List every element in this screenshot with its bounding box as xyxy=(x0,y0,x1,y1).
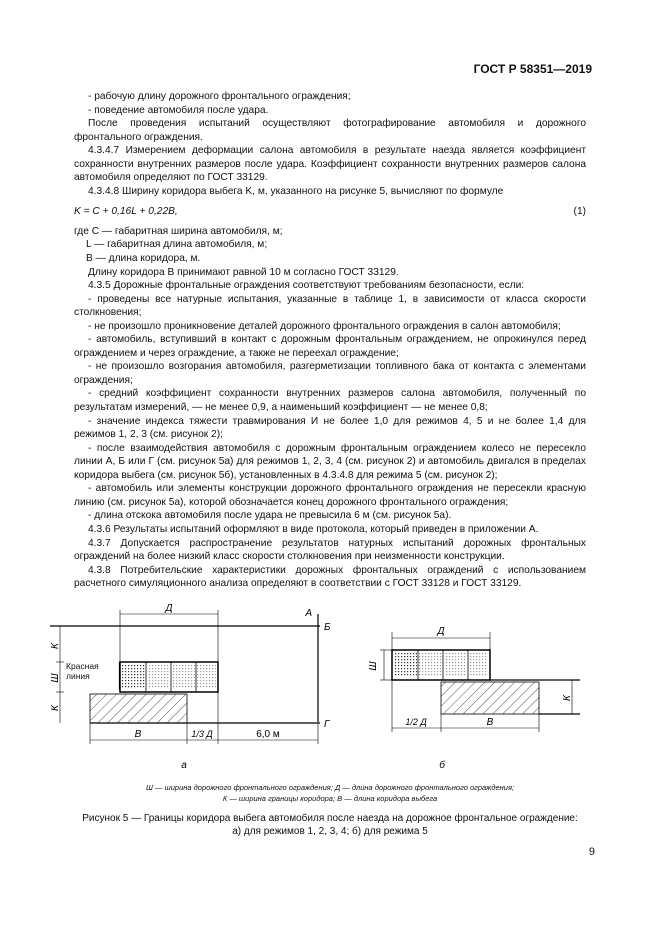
barrier-cell xyxy=(394,653,417,677)
label-Sh-a: Ш xyxy=(50,673,61,683)
paragraph: - поведение автомобиля после удара. xyxy=(88,104,269,116)
label-A: А xyxy=(305,608,312,619)
paragraph: 4.3.8 Потребительские характеристики дорожных фронтальных ограждений с использованием расчетного симуляционного анализа определяют в соответствии с ГОСТ 33128 и ГОСТ 33129. xyxy=(74,564,586,590)
label-B-line: Б xyxy=(324,622,331,633)
document-header: ГОСТ Р 58351—2019 xyxy=(473,62,592,76)
definition: B — длина коридора, м. xyxy=(86,253,201,265)
formula xyxy=(74,205,586,219)
caption-subtitle: а) для режимов 1, 2, 3, 4; б) для режима 5 xyxy=(232,826,428,837)
paragraph: 4.3.6 Результаты испытаний оформляют в виде протокола, который приведен в приложении А. xyxy=(88,523,539,535)
diagram-a xyxy=(50,603,331,771)
paragraph: 4.3.5 Дорожные фронтальные ограждения соответствуют требованиям безопасности, если: xyxy=(88,280,525,292)
dim-half-D: 1/2 Д xyxy=(405,717,427,727)
dim-third-D: 1/3 Д xyxy=(191,729,213,739)
paragraph: После проведения испытаний осуществляют фотографирование автомобиля и дорожного фронтального ограждения. xyxy=(74,118,586,143)
figure-svg xyxy=(50,602,610,782)
formula-text: K = C + 0,16L + 0,22B, xyxy=(74,206,178,218)
label-D-a: Д xyxy=(165,603,173,614)
list-item: - после взаимодействия автомобиля с дорожным фронтальным ограждением колесо не пересекло линии А, Б или Г (см. рисунок 5а) для режимов 1, 2, 3, 4 (см. рисунок 2) и автомобиль двигался в пределах коридора выбега (см. рисунок 5б), установленных в 4.3.4.8 для режима 5 (см. рисунок 2); xyxy=(74,442,586,481)
label-G: Г xyxy=(324,719,330,730)
figure-caption xyxy=(60,812,600,838)
definition: L — габаритная длина автомобиля, м; xyxy=(86,239,268,251)
barrier-cell xyxy=(172,665,195,689)
list-item: - не произошло проникновение деталей дорожного фронтального ограждения в салон автомобиля; xyxy=(88,320,561,332)
label-K-bottom: К xyxy=(50,705,61,711)
hatched-area-a xyxy=(90,694,187,723)
label-K-b: К xyxy=(562,695,573,701)
figure-legend xyxy=(60,782,600,804)
list-item: - автомобиль, вступивший в контакт с дорожным фронтальным ограждением, не опрокинулся перед ограждением и через ограждение, а также не переехал ограждение; xyxy=(74,334,586,359)
barrier-cell xyxy=(444,653,467,677)
list-item: - проведены все натурные испытания, указанные в таблице 1, в зависимости от класса скорости столкновения; xyxy=(74,293,586,319)
list-item: - средний коэффициент сохранности внутренних размеров салона автомобиля, полученный по результатам измерений, — не менее 0,9, а наименьший коэффициент — не менее 0,8; xyxy=(74,388,586,414)
legend-line-1: Ш — ширина дорожного фронтального ограждения; Д — длина дорожного фронтального ограждения; xyxy=(145,783,515,792)
list-item: - не произошло возгорания автомобиля, разгерметизации топливного бака от контакта с элементами ограждения; xyxy=(74,361,586,386)
paragraph: 4.3.4.8 Ширину коридора выбега K, м, указанного на рисунке 5, вычисляют по формуле xyxy=(88,185,504,197)
barrier-cell xyxy=(197,665,216,689)
caption-title: Рисунок 5 — Границы коридора выбега автомобиля после наезда на дорожное фронтальное ограждение: xyxy=(82,813,578,824)
formula-number: (1) xyxy=(573,206,586,218)
label-Sh-b: Ш xyxy=(368,661,379,671)
sublabel-a: а xyxy=(181,760,187,771)
page-number: 9 xyxy=(588,846,595,858)
sublabel-b: б xyxy=(439,760,445,771)
dim-6m: 6,0 м xyxy=(256,729,280,740)
dim-B-a: В xyxy=(134,729,142,740)
list-item: - автомобиль или элементы конструкции дорожного фронтального ограждения не пересекли красную линию (см. рисунок 5а), которой обозначается конец дорожного фронтального ограждения; xyxy=(74,483,586,508)
paragraph: 4.3.7 Допускается распространение результатов натурных испытаний дорожных фронтальных ограждений на более низкий класс скорости столкновения при неизменности конструкции. xyxy=(74,537,586,563)
definition: где C — габаритная ширина автомобиля, м; xyxy=(74,225,283,237)
body-text xyxy=(74,90,586,591)
list-item: - значение индекса тяжести травмирования И не более 1,0 для режимов 4, 5 и не более 1,4 для режимов 1, 2, 3 (см. рисунок 2); xyxy=(74,415,586,441)
paragraph: Длину коридора B принимают равной 10 м согласно ГОСТ 33129. xyxy=(88,266,399,278)
legend-line-2: К — ширина границы коридора; В — длина коридора выбега xyxy=(222,794,438,803)
figure-5 xyxy=(50,602,610,782)
red-line-label: Красная линия xyxy=(66,661,99,681)
label-K-top: К xyxy=(50,643,61,649)
label-D-b: Д xyxy=(437,626,445,637)
dim-B-b: В xyxy=(486,717,494,728)
barrier-cell xyxy=(419,653,442,677)
paragraph: 4.3.4.7 Измерением деформации салона автомобиля в результате наезда является коэффициент сохранности внутренних размеров после удара. Коэффициент сохранности внутренних размеров салона автомобиля определяют по ГОСТ 33129. xyxy=(74,145,586,184)
diagram-b xyxy=(368,626,580,771)
hatched-area-b xyxy=(441,682,539,714)
barrier-cell xyxy=(469,653,488,677)
barrier-cell xyxy=(122,665,145,689)
barrier-cell xyxy=(147,665,170,689)
paragraph: - рабочую длину дорожного фронтального ограждения; xyxy=(88,91,351,102)
list-item: - длина отскока автомобиля после удара не превысила 6 м (см. рисунок 5а). xyxy=(88,510,452,522)
